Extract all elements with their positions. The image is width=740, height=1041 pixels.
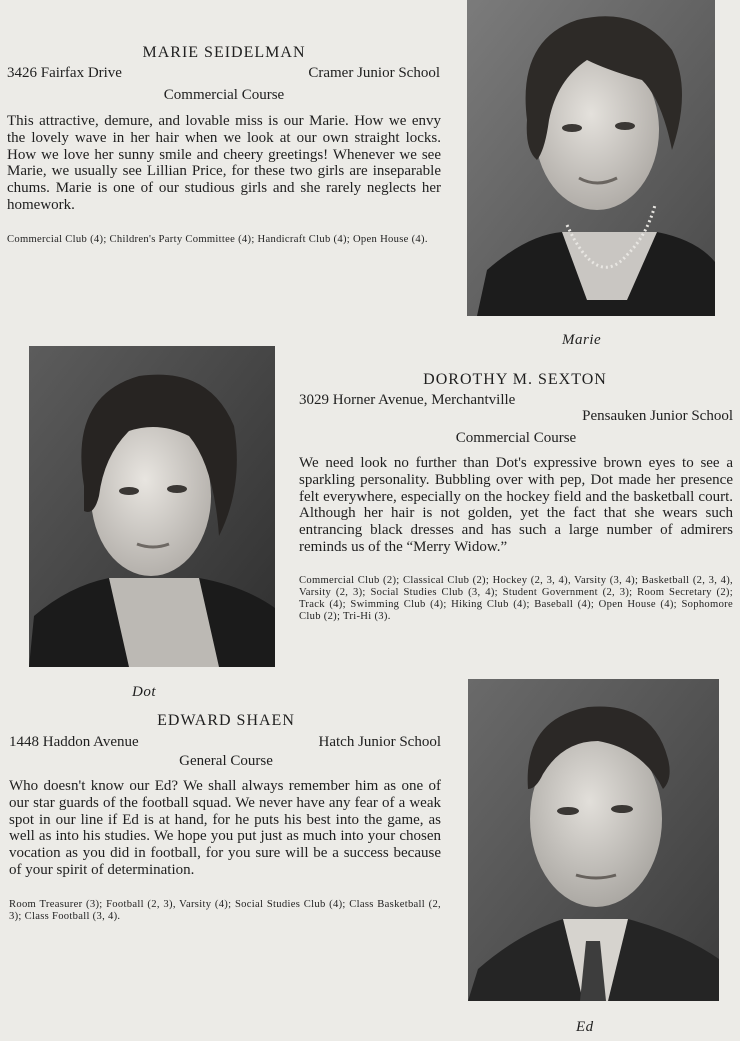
junior-school: Cramer Junior School: [308, 65, 440, 81]
student-activities: Room Treasurer (3); Football (2, 3), Varsity (4); Social Studies Club (4); Class Basketball (2, 3); Class Football (3, 4).: [9, 899, 441, 922]
student-photo-marie: [467, 0, 715, 316]
student-bio: We need look no further than Dot's expressive brown eyes to see a sparkling personality. Bubbling over with pep, Dot made her presence felt everywhere, especially on the hockey field and the basketball court. Although her hair is not golden, yet the fact that she wears such entrancing black dresses and has such a large number of admirers reminds us of the “Merry Widow.”: [299, 455, 733, 555]
student-address: 3029 Horner Avenue, Merchantville: [299, 392, 516, 408]
student-photo-dot: [29, 346, 275, 667]
student-name: MARIE SEIDELMAN: [142, 44, 306, 61]
student-activities: Commercial Club (4); Children's Party Committee (4); Handicraft Club (4); Open House (4).: [7, 234, 428, 245]
student-name: DOROTHY M. SEXTON: [423, 371, 607, 388]
course: General Course: [179, 753, 273, 769]
photo-caption: Ed: [576, 1019, 594, 1035]
junior-school: Pensauken Junior School: [582, 408, 733, 424]
junior-school: Hatch Junior School: [318, 734, 441, 750]
course: Commercial Course: [455, 430, 577, 446]
photo-caption: Dot: [132, 684, 156, 700]
course: Commercial Course: [163, 87, 285, 103]
student-activities: Commercial Club (2); Classical Club (2); Hockey (2, 3, 4), Varsity (3, 4); Basketball (2, 3, 4), Varsity (2, 3); Social Studies Club (3, 4); Student Government (2, 3); Room Secretary (2); Track (4); Swimming Club (4); Hiking Club (4); Baseball (4); Open House (4); Sophomore Club (2); Tri-Hi (3).: [299, 575, 733, 622]
photo-caption: Marie: [562, 332, 602, 348]
student-address: 3426 Fairfax Drive: [7, 65, 122, 81]
student-bio: This attractive, demure, and lovable miss is our Marie. How we envy the lovely wave in her hair when we look at our own straight locks. How we love her sunny smile and cheery greetings! Whenever we see Marie, we usually see Lillian Price, for these two girls are inseparable chums. Marie is one of our studious girls and she rarely neglects her homework.: [7, 113, 441, 213]
student-address: 1448 Haddon Avenue: [9, 734, 139, 750]
student-name: EDWARD SHAEN: [157, 712, 295, 729]
student-photo-ed: [468, 679, 719, 1001]
student-bio: Who doesn't know our Ed? We shall always remember him as one of our star guards of the football squad. We never have any fear of a weak spot in our line if Ed is at hand, for he puts his best into the game, as well as into his studies. We hope you put just as much into your chosen vocation as you did in football, for you sure will be a success because of your spirit of determination.: [9, 778, 441, 878]
